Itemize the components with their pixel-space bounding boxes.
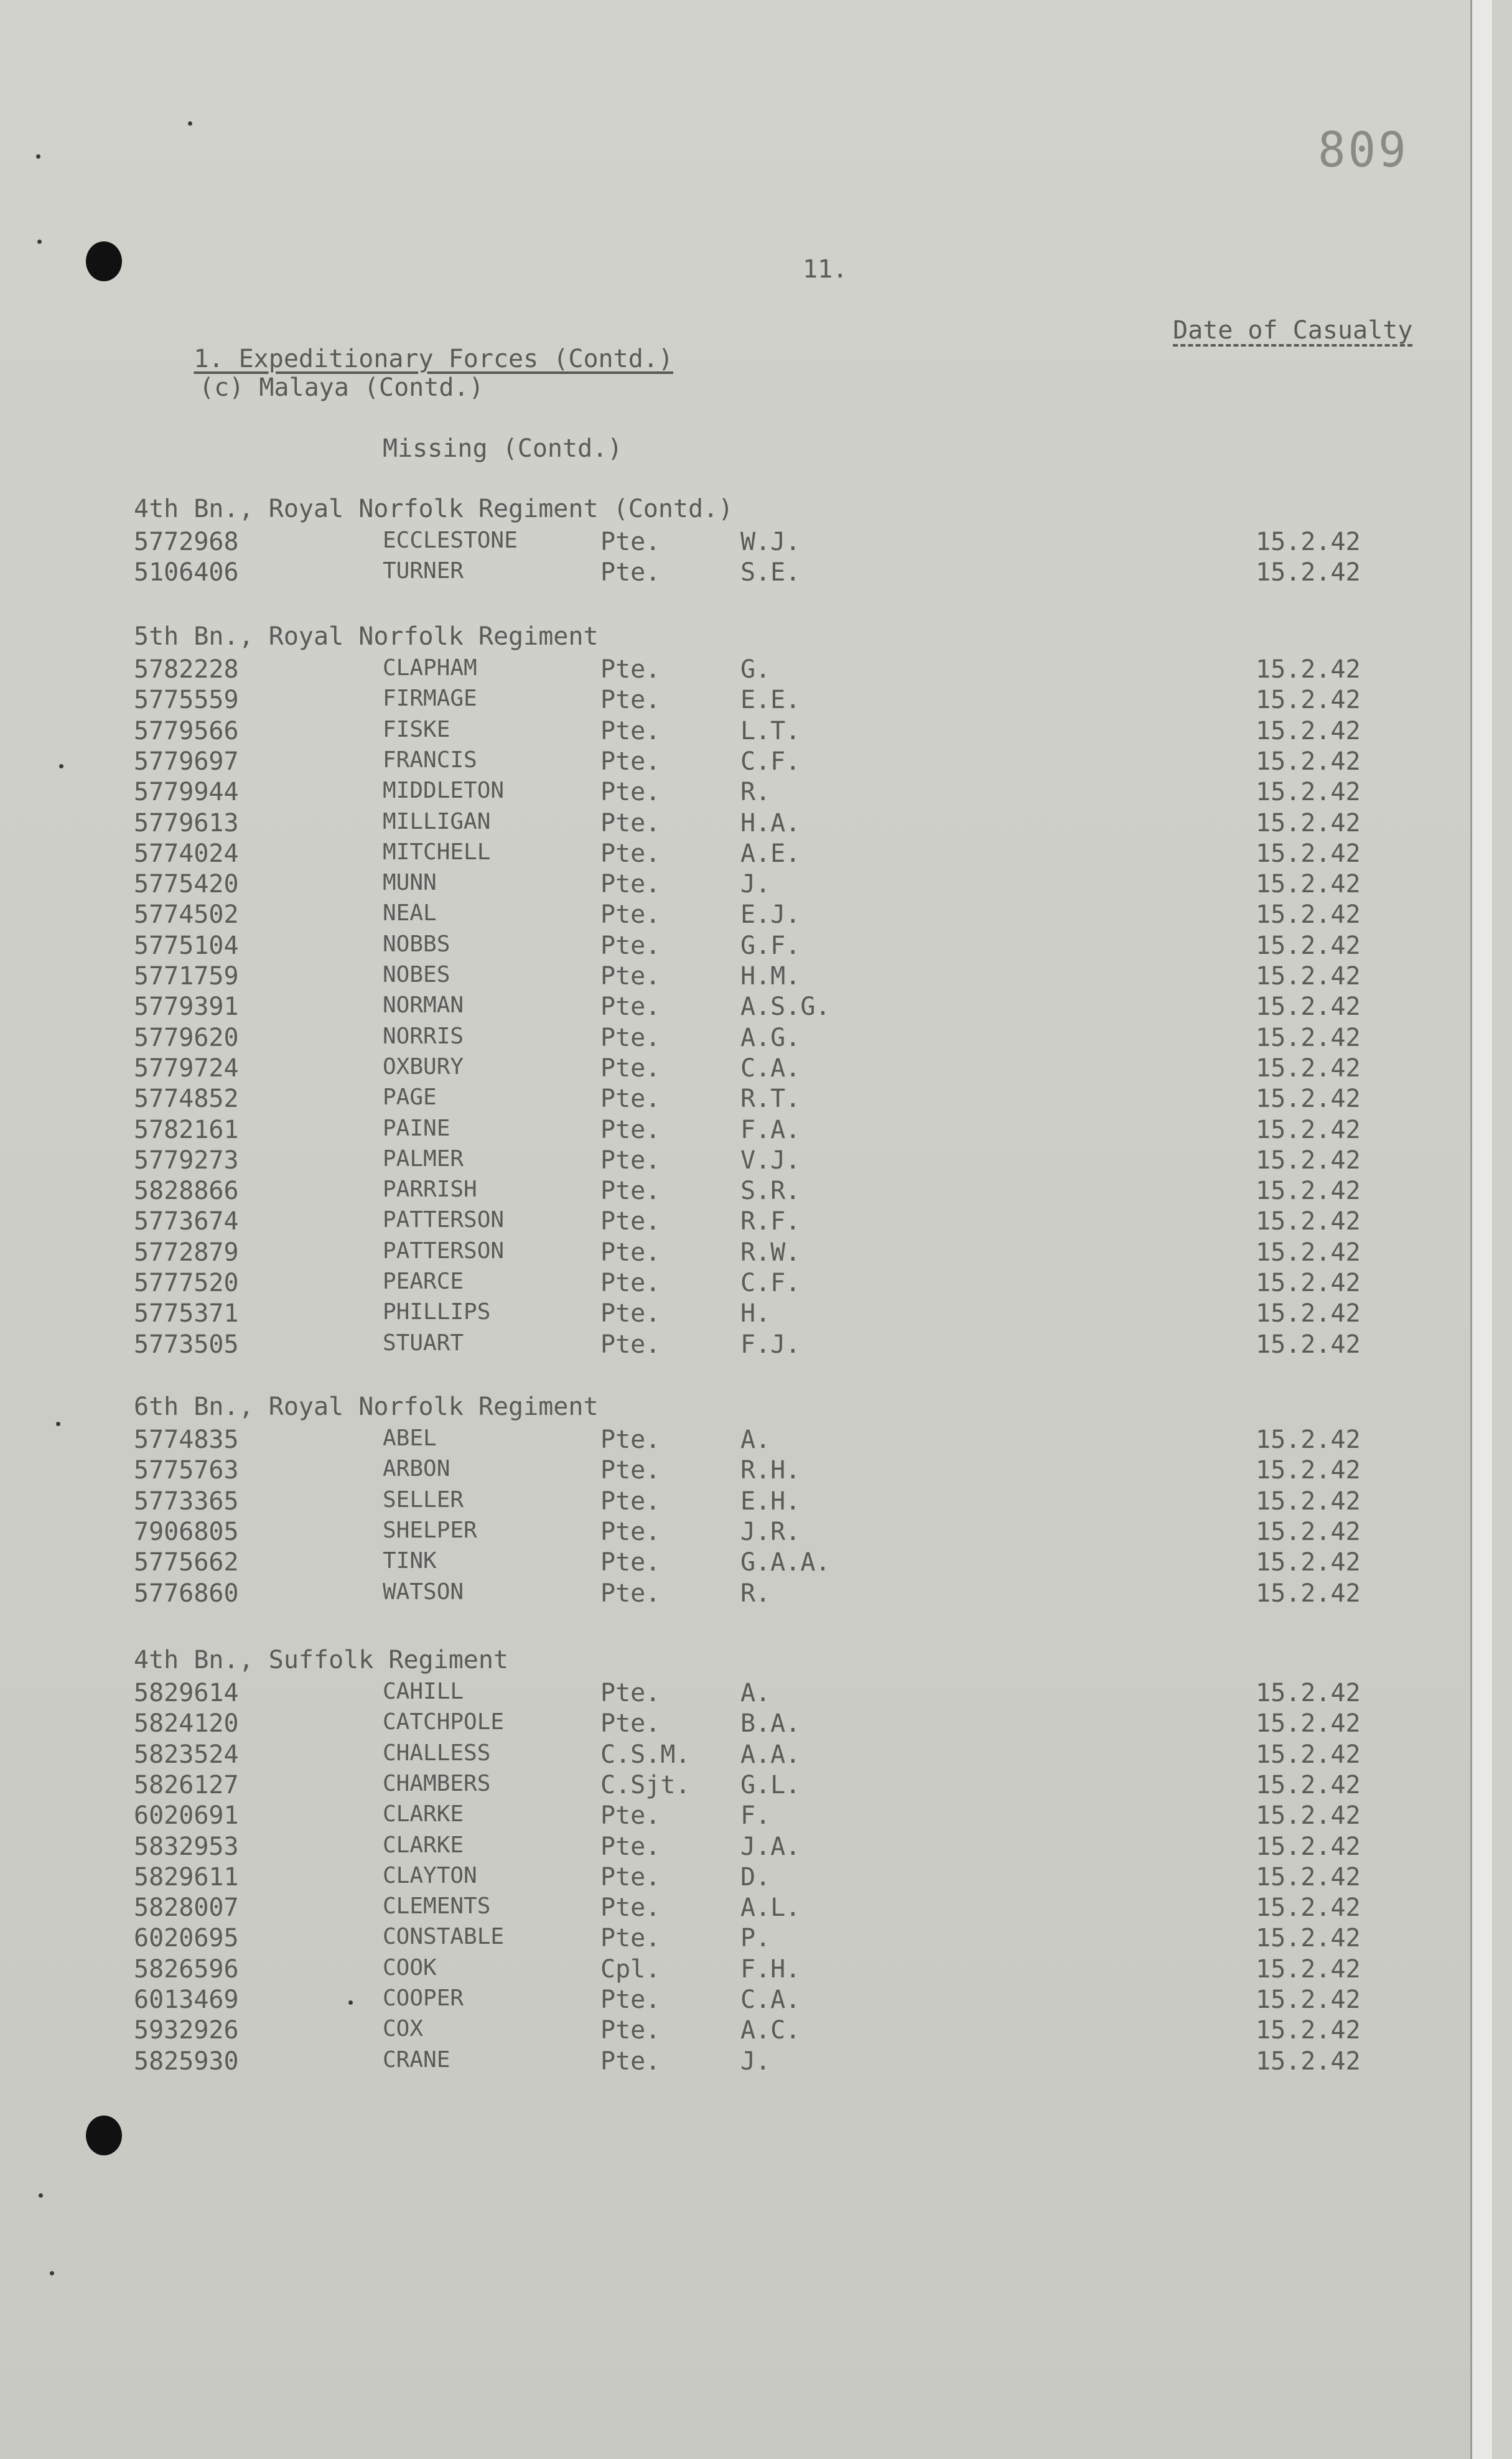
- initials: G.A.A.: [740, 1548, 831, 1577]
- surname: NORRIS: [383, 1023, 464, 1049]
- casualty-date: 15.2.42: [1256, 1085, 1361, 1114]
- service-number: 5829611: [134, 1862, 239, 1892]
- service-number: 5828007: [134, 1893, 239, 1923]
- service-number: 5829614: [134, 1679, 239, 1707]
- surname: CAHILL: [383, 1679, 464, 1704]
- service-number: 5775104: [134, 931, 239, 960]
- surname: COOK: [383, 1954, 437, 1981]
- service-number: 5774024: [134, 839, 239, 868]
- service-number: 5775371: [134, 1299, 239, 1328]
- service-number: 5779697: [134, 747, 239, 776]
- service-number: 5782161: [134, 1115, 239, 1144]
- casualty-date: 15.2.42: [1256, 1770, 1361, 1799]
- casualty-date: 15.2.42: [1256, 1238, 1361, 1267]
- casualty-row: [0, 1740, 1431, 1771]
- initials: A.: [740, 1425, 771, 1454]
- service-number: 5774835: [134, 1425, 239, 1454]
- initials: H.A.: [740, 808, 801, 838]
- initials: R.: [740, 1579, 771, 1608]
- casualty-date: 15.2.42: [1256, 1862, 1361, 1892]
- rank: C.Sjt.: [600, 1770, 691, 1799]
- casualty-date: 15.2.42: [1256, 1177, 1361, 1206]
- casualty-date: 15.2.42: [1256, 747, 1361, 776]
- casualty-date: 15.2.42: [1256, 1924, 1361, 1953]
- service-number: 6020695: [134, 1924, 239, 1953]
- surname: COX: [383, 2016, 424, 2042]
- initials: S.R.: [740, 1177, 801, 1206]
- casualty-date: 15.2.42: [1256, 558, 1361, 587]
- casualty-date: 15.2.42: [1256, 1893, 1361, 1923]
- rank: Pte.: [600, 1486, 661, 1516]
- casualty-row: [0, 1116, 1431, 1147]
- casualty-date: 15.2.42: [1256, 992, 1361, 1022]
- surname: CLEMENTS: [383, 1893, 491, 1920]
- casualty-row: [0, 1238, 1431, 1269]
- rank: Pte.: [600, 870, 661, 899]
- surname: CONSTABLE: [383, 1924, 505, 1950]
- unit-heading: 4th Bn., Royal Norfolk Regiment (Contd.): [134, 495, 734, 523]
- casualty-date: 15.2.42: [1256, 1269, 1361, 1297]
- casualty-date: 15.2.42: [1256, 931, 1361, 960]
- casualty-row: [0, 1425, 1431, 1457]
- service-number: 5777520: [134, 1269, 239, 1297]
- surname: PAINE: [383, 1115, 450, 1141]
- initials: C.A.: [740, 1053, 801, 1083]
- surname: MUNN: [383, 870, 437, 896]
- service-number: 5772879: [134, 1238, 239, 1267]
- surname: TURNER: [383, 558, 464, 584]
- surname: NORMAN: [383, 992, 464, 1019]
- surname: PEARCE: [383, 1269, 464, 1294]
- casualty-row: [0, 809, 1431, 840]
- casualty-row: [0, 747, 1431, 778]
- casualty-row: [0, 778, 1431, 809]
- service-number: 5775559: [134, 686, 239, 715]
- initials: F.J.: [740, 1330, 801, 1359]
- service-number: 5775420: [134, 870, 239, 899]
- service-number: 5825930: [134, 2046, 239, 2076]
- initials: V.J.: [740, 1146, 801, 1175]
- rank: Pte.: [600, 1269, 661, 1297]
- initials: E.J.: [740, 900, 801, 930]
- initials: C.F.: [740, 1269, 801, 1297]
- rank: Pte.: [600, 1023, 661, 1052]
- casualty-date: 15.2.42: [1256, 1053, 1361, 1083]
- surname: COOPER: [383, 1985, 464, 2011]
- casualty-date: 15.2.42: [1256, 1330, 1361, 1359]
- service-number: 5779273: [134, 1146, 239, 1175]
- initials: B.A.: [740, 1709, 801, 1738]
- service-number: 7906805: [134, 1517, 239, 1546]
- surname: OXBURY: [383, 1053, 464, 1080]
- rank: C.S.M.: [600, 1740, 691, 1769]
- speck: [37, 240, 42, 244]
- casualty-date: 15.2.42: [1256, 1740, 1361, 1769]
- surname: TINK: [383, 1548, 437, 1574]
- casualty-row: [0, 1177, 1431, 1208]
- surname: PAGE: [383, 1085, 437, 1111]
- surname: NOBBS: [383, 931, 450, 957]
- surname: CHAMBERS: [383, 1770, 491, 1796]
- rank: Pte.: [600, 1146, 661, 1175]
- casualty-row: [0, 1487, 1431, 1518]
- initials: C.A.: [740, 1985, 801, 2014]
- folio-stamp-number: 809: [1318, 121, 1409, 179]
- casualty-date: 15.2.42: [1256, 1709, 1361, 1738]
- casualty-row: [0, 1955, 1431, 1986]
- surname: WATSON: [383, 1579, 464, 1605]
- casualty-date: 15.2.42: [1256, 1832, 1361, 1861]
- casualty-row: [0, 717, 1431, 748]
- rank: Pte.: [600, 655, 661, 684]
- casualty-date: 15.2.42: [1256, 1456, 1361, 1485]
- subsection-heading: (c) Malaya (Contd.): [199, 373, 484, 402]
- casualty-row: [0, 2016, 1431, 2047]
- rank: Pte.: [600, 1115, 661, 1144]
- status-heading: Missing (Contd.): [383, 434, 623, 463]
- surname: CRANE: [383, 2046, 450, 2073]
- rank: Pte.: [600, 1862, 661, 1892]
- casualty-date: 15.2.42: [1256, 655, 1361, 684]
- surname: FISKE: [383, 716, 450, 742]
- service-number: 5823524: [134, 1740, 239, 1769]
- service-number: 5106406: [134, 558, 239, 587]
- rank: Pte.: [600, 1207, 661, 1236]
- casualty-row: [0, 528, 1431, 559]
- initials: J.A.: [740, 1832, 801, 1861]
- casualty-date: 15.2.42: [1256, 839, 1361, 868]
- initials: A.C.: [740, 2016, 801, 2045]
- unit-heading: 6th Bn., Royal Norfolk Regiment: [134, 1393, 599, 1421]
- rank: Pte.: [600, 1924, 661, 1953]
- initials: H.: [740, 1299, 771, 1328]
- casualty-row: [0, 1456, 1431, 1487]
- surname: FIRMAGE: [383, 686, 477, 712]
- surname: MITCHELL: [383, 839, 491, 865]
- casualty-date: 15.2.42: [1256, 716, 1361, 745]
- surname: ARBON: [383, 1456, 450, 1482]
- page-number: 11.: [803, 255, 848, 284]
- service-number: 5826127: [134, 1770, 239, 1799]
- initials: J.R.: [740, 1517, 801, 1546]
- initials: G.F.: [740, 931, 801, 960]
- rank: Pte.: [600, 1579, 661, 1608]
- service-number: 5826596: [134, 1954, 239, 1984]
- initials: J.: [740, 870, 771, 899]
- rank: Pte.: [600, 778, 661, 807]
- rank: Pte.: [600, 1456, 661, 1485]
- surname: ABEL: [383, 1425, 437, 1451]
- casualty-row: [0, 2047, 1431, 2078]
- casualty-date: 15.2.42: [1256, 1985, 1361, 2014]
- initials: G.: [740, 655, 771, 684]
- initials: R.F.: [740, 1207, 801, 1236]
- service-number: 5828866: [134, 1177, 239, 1206]
- service-number: 5779391: [134, 992, 239, 1022]
- casualty-date: 15.2.42: [1256, 1679, 1361, 1707]
- surname: CLAYTON: [383, 1862, 477, 1888]
- rank: Pte.: [600, 962, 661, 991]
- casualty-date: 15.2.42: [1256, 1023, 1361, 1052]
- service-number: 5773365: [134, 1486, 239, 1516]
- initials: E.E.: [740, 686, 801, 715]
- casualty-date: 15.2.42: [1256, 1115, 1361, 1144]
- service-number: 6013469: [134, 1985, 239, 2014]
- initials: W.J.: [740, 528, 801, 556]
- casualty-row: [0, 1299, 1431, 1330]
- rank: Pte.: [600, 931, 661, 960]
- rank: Pte.: [600, 1053, 661, 1083]
- service-number: 5773505: [134, 1330, 239, 1359]
- initials: L.T.: [740, 716, 801, 745]
- service-number: 5932926: [134, 2016, 239, 2045]
- service-number: 5782228: [134, 655, 239, 684]
- initials: A.A.: [740, 1740, 801, 1769]
- initials: J.: [740, 2046, 771, 2076]
- initials: P.: [740, 1924, 771, 1953]
- initials: A.: [740, 1679, 771, 1707]
- unit-heading: 5th Bn., Royal Norfolk Regiment: [134, 622, 599, 651]
- initials: A.L.: [740, 1893, 801, 1923]
- initials: S.E.: [740, 558, 801, 587]
- rank: Pte.: [600, 1548, 661, 1577]
- casualty-row: [0, 962, 1431, 993]
- surname: ECCLESTONE: [383, 528, 518, 553]
- initials: G.L.: [740, 1770, 801, 1799]
- rank: Pte.: [600, 839, 661, 868]
- casualty-date: 15.2.42: [1256, 528, 1361, 556]
- service-number: 5775763: [134, 1456, 239, 1485]
- initials: A.E.: [740, 839, 801, 868]
- casualty-row: [0, 686, 1431, 717]
- casualty-date: 15.2.42: [1256, 808, 1361, 838]
- casualty-date: 15.2.42: [1256, 1579, 1361, 1608]
- section-title: 1. Expeditionary Forces (Contd.): [194, 345, 673, 373]
- rank: Pte.: [600, 1177, 661, 1206]
- surname: SHELPER: [383, 1517, 477, 1543]
- casualty-date: 15.2.42: [1256, 1517, 1361, 1546]
- rank: Pte.: [600, 1801, 661, 1831]
- rank: Pte.: [600, 1085, 661, 1114]
- rank: Pte.: [600, 1893, 661, 1923]
- unit-heading: 4th Bn., Suffolk Regiment: [134, 1646, 509, 1674]
- surname: PATTERSON: [383, 1207, 505, 1233]
- rank: Pte.: [600, 808, 661, 838]
- service-number: 5775662: [134, 1548, 239, 1577]
- casualty-row: [0, 1024, 1431, 1055]
- casualty-date: 15.2.42: [1256, 778, 1361, 807]
- surname: SELLER: [383, 1486, 464, 1513]
- service-number: 5771759: [134, 962, 239, 991]
- rank: Pte.: [600, 2046, 661, 2076]
- casualty-row: [0, 1054, 1431, 1085]
- rank: Pte.: [600, 1709, 661, 1738]
- rank: Pte.: [600, 992, 661, 1022]
- punch-hole-bottom: [86, 2116, 122, 2155]
- surname: CLAPHAM: [383, 655, 477, 681]
- casualty-date: 15.2.42: [1256, 1207, 1361, 1236]
- casualty-row: [0, 1548, 1431, 1579]
- initials: R.W.: [740, 1238, 801, 1267]
- speck: [39, 2193, 43, 2198]
- surname: PHILLIPS: [383, 1299, 491, 1325]
- service-number: 5773674: [134, 1207, 239, 1236]
- initials: A.S.G.: [740, 992, 831, 1022]
- rank: Pte.: [600, 900, 661, 930]
- speck: [36, 154, 40, 159]
- rank: Pte.: [600, 1238, 661, 1267]
- casualty-date: 15.2.42: [1256, 900, 1361, 930]
- rank: Pte.: [600, 558, 661, 587]
- speck: [50, 2271, 54, 2275]
- initials: C.F.: [740, 747, 801, 776]
- service-number: 5779566: [134, 716, 239, 745]
- casualty-row: [0, 1269, 1431, 1300]
- casualty-row: [0, 655, 1431, 686]
- paper-edge: [1470, 0, 1492, 2459]
- rank: Pte.: [600, 1679, 661, 1707]
- surname: CATCHPOLE: [383, 1709, 505, 1735]
- rank: Pte.: [600, 528, 661, 556]
- rank: Pte.: [600, 1330, 661, 1359]
- service-number: 5779620: [134, 1023, 239, 1052]
- service-number: 5779613: [134, 808, 239, 838]
- casualty-row: [0, 992, 1431, 1024]
- service-number: 5774502: [134, 900, 239, 930]
- casualty-date: 15.2.42: [1256, 962, 1361, 991]
- casualty-date: 15.2.42: [1256, 686, 1361, 715]
- surname: MIDDLETON: [383, 778, 505, 804]
- initials: D.: [740, 1862, 771, 1892]
- surname: PARRISH: [383, 1177, 477, 1203]
- service-number: 5824120: [134, 1709, 239, 1738]
- casualty-date: 15.2.42: [1256, 1548, 1361, 1577]
- surname: CHALLESS: [383, 1740, 491, 1766]
- date-column-heading: Date of Casualty: [1173, 316, 1413, 345]
- rank: Pte.: [600, 1517, 661, 1546]
- punch-hole-top: [86, 241, 122, 281]
- casualty-date: 15.2.42: [1256, 1299, 1361, 1328]
- casualty-row: [0, 1679, 1431, 1710]
- service-number: 6020691: [134, 1801, 239, 1831]
- casualty-date: 15.2.42: [1256, 2016, 1361, 2045]
- surname: NEAL: [383, 900, 437, 926]
- surname: STUART: [383, 1330, 464, 1356]
- rank: Pte.: [600, 686, 661, 715]
- casualty-row: [0, 1709, 1431, 1740]
- casualty-date: 15.2.42: [1256, 1146, 1361, 1175]
- rank: Pte.: [600, 716, 661, 745]
- initials: E.H.: [740, 1486, 801, 1516]
- rank: Pte.: [600, 1985, 661, 2014]
- rank: Cpl.: [600, 1954, 661, 1984]
- initials: F.: [740, 1801, 771, 1831]
- rank: Pte.: [600, 1832, 661, 1861]
- casualty-row: [0, 1579, 1431, 1610]
- casualty-row: [0, 1330, 1431, 1361]
- initials: H.M.: [740, 962, 801, 991]
- casualty-row: [0, 1893, 1431, 1925]
- rank: Pte.: [600, 2016, 661, 2045]
- casualty-date: 15.2.42: [1256, 870, 1361, 899]
- initials: F.A.: [740, 1115, 801, 1144]
- casualty-row: [0, 1207, 1431, 1238]
- initials: F.H.: [740, 1954, 801, 1984]
- surname: FRANCIS: [383, 747, 477, 773]
- casualty-row: [0, 931, 1431, 963]
- initials: A.G.: [740, 1023, 801, 1052]
- service-number: 5774852: [134, 1085, 239, 1114]
- surname: PALMER: [383, 1146, 464, 1172]
- rank: Pte.: [600, 1425, 661, 1454]
- surname: NOBES: [383, 962, 450, 987]
- service-number: 5779724: [134, 1053, 239, 1083]
- surname: MILLIGAN: [383, 808, 491, 834]
- casualty-row: [0, 1085, 1431, 1116]
- speck: [188, 121, 192, 126]
- rank: Pte.: [600, 747, 661, 776]
- casualty-date: 15.2.42: [1256, 1425, 1361, 1454]
- service-number: 5832953: [134, 1832, 239, 1861]
- service-number: 5776860: [134, 1579, 239, 1608]
- casualty-date: 15.2.42: [1256, 1954, 1361, 1984]
- service-number: 5779944: [134, 778, 239, 807]
- casualty-row: [0, 1985, 1431, 2017]
- surname: CLARKE: [383, 1801, 464, 1827]
- service-number: 5772968: [134, 528, 239, 556]
- casualty-date: 15.2.42: [1256, 1801, 1361, 1831]
- casualty-row: [0, 1832, 1431, 1864]
- casualty-row: [0, 870, 1431, 901]
- casualty-row: [0, 1863, 1431, 1894]
- casualty-row: [0, 900, 1431, 931]
- casualty-row: [0, 1801, 1431, 1832]
- casualty-row: [0, 1146, 1431, 1177]
- casualty-row: [0, 839, 1431, 870]
- initials: R.T.: [740, 1085, 801, 1114]
- initials: R.H.: [740, 1456, 801, 1485]
- surname: PATTERSON: [383, 1238, 505, 1264]
- rank: Pte.: [600, 1299, 661, 1328]
- casualty-date: 15.2.42: [1256, 1486, 1361, 1516]
- casualty-row: [0, 1518, 1431, 1549]
- surname: CLARKE: [383, 1832, 464, 1858]
- initials: R.: [740, 778, 771, 807]
- casualty-row: [0, 558, 1431, 589]
- casualty-date: 15.2.42: [1256, 2046, 1361, 2076]
- casualty-row: [0, 1771, 1431, 1802]
- casualty-row: [0, 1924, 1431, 1955]
